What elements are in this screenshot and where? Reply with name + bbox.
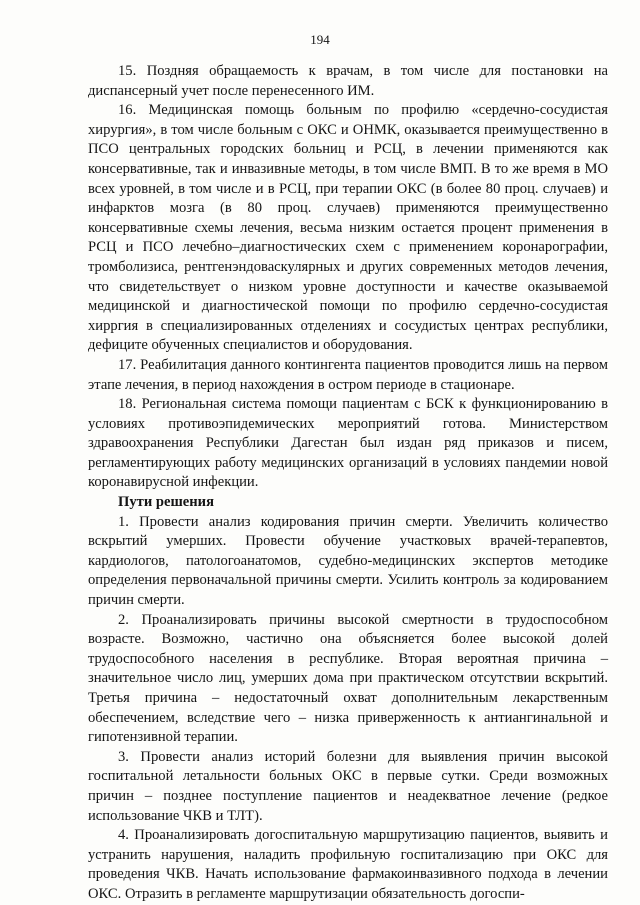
paragraph-17: 17. Реабилитация данного контингента пациентов проводится лишь на первом этапе лечения, в период нахождения в остром периоде в стационаре. [88,356,608,393]
solution-item-1: 1. Провести анализ кодирования причин смерти. Увеличить количество вскрытий умерших. Провести обучение участковых врачей-терапевтов, кардиологов, патологоанатомов, судебно-медицинских экспертов методике определения первоначальной причины смерти. Усилить контроль за кодированием причин смерти. [88,513,608,609]
section-heading: Пути решения [118,494,214,511]
paragraph-16: 16. Медицинская помощь больным по профилю «сердечно-сосудистая хирургия», в том числе больным с ОКС и ОНМК, оказывается преимущественно в ПСО центральных городских больниц и РСЦ, в лечении применяются как консервативные, так и инвазивные методы, в том числе ВМП. В то же время в МО всех уровней, в том числе и в РСЦ, при терапии ОКС (в более 80 проц. случаев) и инфарктов мозга (в 80 проц. случаев) применяются преимущественно консервативные схемы лечения, весьма низким остается процент применения в РСЦ и ПСО лечебно–диагностических схем с применением коронарографии, тромболизиса, рентгенэндоваскулярных и других современных методов лечения, что свидетельствует о низком уровне доступности и качестве оказываемой медицинской и диагностической помощи по профилю сердечно-сосудистая хирргия в специализированных отделениях и сосудистых центрах республики, дефиците обученных специалистов и оборудования. [88,102,608,354]
paragraph-15: 15. Поздняя обращаемость к врачам, в том числе для постановки на диспансерный учет после перенесенного ИМ. [88,63,608,99]
solution-item-2: 2. Проанализировать причины высокой смертности в трудоспособном возрасте. Возможно, частично она объясняется более высокой долей трудоспособного населения в республике. Вторая вероятная причина – значительное число лиц, умерших дома при практическом отсутствии вскрытий. Третья причина – недостаточный охват дополнительным лекарственным обеспечением, вследствие чего – низка приверженность к антиангинальной и гипотензивной терапии. [88,611,608,746]
solution-item-4: 4. Проанализировать догоспитальную маршрутизацию пациентов, выявить и устранить нарушения, наладить профильную госпитализацию при ОКС для проведения ЧКВ. Начать использование фармакоинвазивного подхода в лечении ОКС. Отразить в регламенте маршрутизации обязательность догоспи- [88,827,608,902]
document-body [88,62,608,905]
page-number: 194 [310,32,330,47]
solution-item-3: 3. Провести анализ историй болезни для выявления причин высокой госпитальной летальности больных ОКС в первые сутки. Среди возможных причин – позднее поступление пациентов и неадекватное лечение (редкое использование ЧКВ и ТЛТ). [88,748,608,824]
paragraph-18: 18. Региональная система помощи пациентам с БСК к функционированию в условиях противоэпидемических мероприятий готова. Министерством здравоохранения Республики Дагестан был издан ряд приказов и писем, регламентирующих работу медицинских организаций в условиях пандемии новой коронавирусной инфекции. [88,396,608,491]
